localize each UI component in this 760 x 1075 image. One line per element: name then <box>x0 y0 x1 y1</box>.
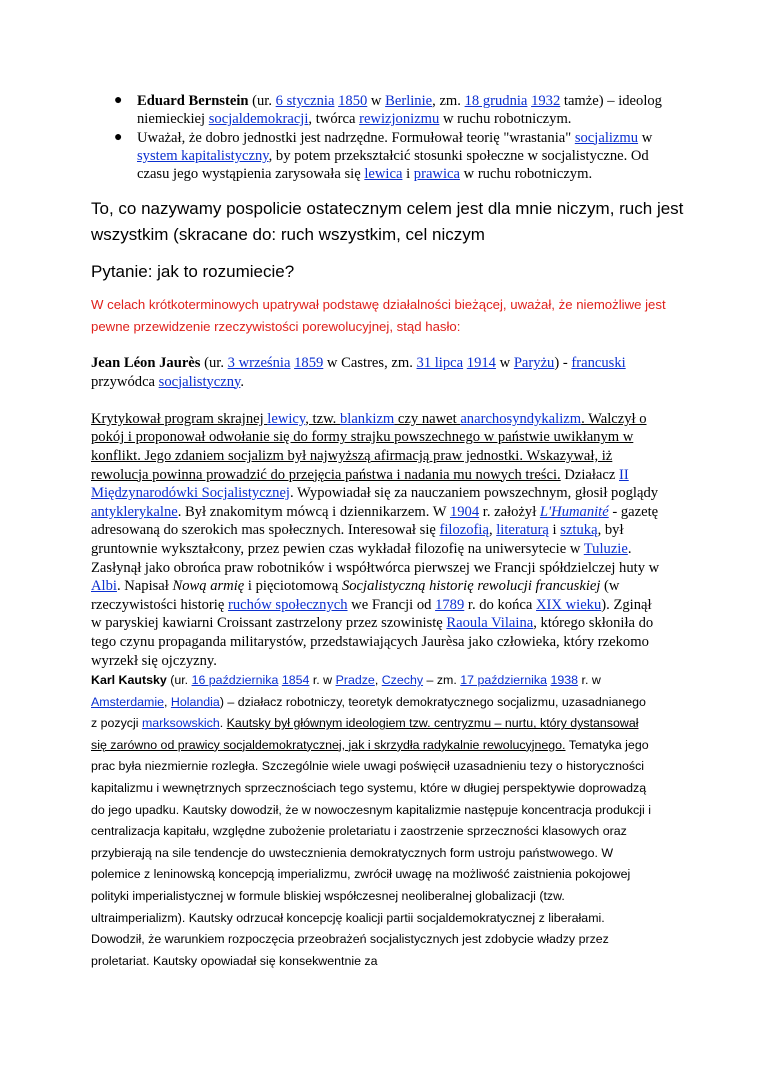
jaures-body-paragraph: Krytykował program skrajnej lewicy, tzw. blankizm czy nawet anarchosyndykalizm. Walczył o pokój i proponował odwołanie się do formy strajku powszechnego w państwie uwikłanym w konflikt. Jego zdaniem socjalizm był najwyższą afirmacją praw jednostki. Wskazywał, iż rewolucja powinna prowadzić do przejęcia państwa i nadania mu nowych treści. Działacz II Międzynarodówki Socjalistycznej. Wypowiadał się za nauczaniem powszechnym, głosił poglądy antyklerykalne. Był znakomitym mówcą i dziennikarzem. W 1904 r. założył L'Humanité - gazetę adresowaną do szerokich mas społecznych. Interesował się filozofią, literaturą i sztuką, był gruntownie wykształcony, przez pewien czas wykładał filozofię na uniwersytecie w Tuluzie. Zasłynął jako obrońca praw robotników i współtwórca pierwszej we Francji spółdzielczej huty w Albi. Napisał Nową armię i pięciotomową Socjalistyczną historię rewolucji francuskiej (w rzeczywistości historię ruchów społecznych we Francji od 1789 r. do końca XIX wieku). Zginął w paryskiej kawiarni Croissant zastrzelony przez szowinistę Raoula Vilaina, którego skłoniła do tego czynu propaganda militarystów, przedstawiających Jaurèsa jako człowieka, który rzekomo wyrzekł się ojczyzny. <box>91 410 660 669</box>
link-ruchy-spoleczne[interactable]: ruchów społecznych <box>227 596 348 613</box>
link-year-1789[interactable]: 1789 <box>435 596 465 613</box>
link-lhumanite[interactable]: L'Humanité <box>539 503 609 520</box>
list-item: ● Eduard Bernstein (ur. 6 stycznia 1850 w Berlinie, zm. 18 grudnia 1932 tamże) – ideolog niemieckiej socjaldemokracji, twórca rewizjonizmu w ruchu robotniczym. <box>114 93 662 128</box>
question-paragraph: Pytanie: jak to rozumiecie? <box>91 262 295 281</box>
link-francuski[interactable]: francuski <box>571 355 626 371</box>
link-socjaldemokracja[interactable]: socjaldemokracji <box>208 111 309 128</box>
jaures-intro-paragraph: Jean Léon Jaurès (ur. 3 września 1859 w Castres, zm. 31 lipca 1914 w Paryżu) - francuski przywódca socjalistyczny. <box>91 355 626 390</box>
person-name: Eduard Bernstein <box>137 93 249 109</box>
link-literatura[interactable]: literaturą <box>496 522 549 539</box>
person-name: Jean Léon Jaurès <box>91 355 201 371</box>
link-albi[interactable]: Albi <box>91 578 117 595</box>
link-death-year[interactable]: 1938 <box>550 673 579 687</box>
link-filozofia[interactable]: filozofią <box>439 522 489 539</box>
quote-paragraph: To, co nazywamy pospolicie ostatecznym celem jest dla mnie niczym, ruch jest wszystkim (skracane do: ruch wszystkim, cel niczym <box>91 199 684 244</box>
link-death-place[interactable]: Paryżu <box>513 355 555 371</box>
bullet-icon: ● <box>114 129 123 145</box>
link-death-date[interactable]: 17 października <box>460 673 548 687</box>
jaures-section <box>91 354 663 670</box>
bernstein-bullet-list <box>108 92 668 183</box>
link-raoul-vilain[interactable]: Raoula Vilaina <box>446 615 534 632</box>
link-rewizjonizm[interactable]: rewizjonizmu <box>359 111 440 128</box>
person-name: Karl Kautsky <box>91 673 167 687</box>
link-lewica[interactable]: lewica <box>364 166 403 183</box>
link-socjalistyczny[interactable]: socjalistyczny <box>158 373 241 390</box>
link-birth-date[interactable]: 6 stycznia <box>275 93 335 109</box>
link-birth-year[interactable]: 1850 <box>338 93 368 109</box>
link-anarchosyndykalizm[interactable]: anarchosyndykalizm <box>460 410 582 427</box>
link-birth-date[interactable]: 16 października <box>191 673 279 687</box>
link-birth-date[interactable]: 3 września <box>227 355 291 371</box>
link-blankizm[interactable]: blankizm <box>339 410 395 427</box>
link-lewicy[interactable]: lewicy <box>267 410 306 427</box>
link-prawica[interactable]: prawica <box>413 166 460 183</box>
link-system-kapitalistyczny[interactable]: system kapitalistyczny <box>137 147 269 164</box>
link-antyklerykalne[interactable]: antyklerykalne <box>91 503 178 520</box>
link-death-year[interactable]: 1914 <box>466 355 496 371</box>
list-item: ● Uważał, że dobro jednostki jest nadrzędne. Formułował teorię "wrastania" socjalizmu w system kapitalistyczny, by potem przekształcić stosunki społeczne w socjalistyczne. Od czasu jego wystąpienia zarysowała się lewica i prawica w ruchu robotniczym. <box>114 129 653 183</box>
link-xix-wiek[interactable]: XIX wieku <box>536 596 602 613</box>
link-amsterdam[interactable]: Amsterdamie <box>91 694 164 709</box>
link-birth-year[interactable]: 1859 <box>294 355 324 371</box>
link-socjalizm[interactable]: socjalizmu <box>574 129 639 146</box>
link-sztuka[interactable]: sztuką <box>560 522 598 539</box>
link-death-date[interactable]: 18 grudnia <box>464 93 528 109</box>
link-praga[interactable]: Pradze <box>335 673 375 687</box>
link-year-1904[interactable]: 1904 <box>449 503 480 520</box>
link-marksowskich[interactable]: marksowskich <box>141 716 220 731</box>
book-title: Nową armię <box>172 578 245 595</box>
link-birth-place[interactable]: Berlinie <box>385 93 433 109</box>
kautsky-section <box>91 670 651 972</box>
link-holandia[interactable]: Holandia <box>170 694 220 709</box>
kautsky-paragraph: Karl Kautsky (ur. 16 października 1854 r. w Pradze, Czechy – zm. 17 października 1938 r. w Amsterdamie, Holandia) – działacz robotniczy, teoretyk demokratycznego socjalizmu, uzasadnianego z pozycji marksowskich. Kautsky był głównym ideologiem tzw. centryzmu – nurtu, który dystansował się zarówno od prawicy socjaldemokratycznej, jak i skrzydła radykalnie rewolucyjnego. Tematyka jego prac była niezmiernie rozległa. Szczególnie wiele uwagi poświęcił uzasadnieniu tezy o historyczności kapitalizmu i wewnętrznych sprzecznościach tego systemu, które w długiej perspektywie doprowadzą do jego upadku. Kautsky dowodził, że w nowoczesnym kapitalizmie następuje koncentracja produkcji i centralizacja kapitału, względne zubożenie proletariatu i zaostrzenie sprzeczności klasowych oraz przybierają na sile tendencje do uwstecznienia demokratycznych form ustroju państwowego. W polemice z leninowską koncepcją imperializmu, zwrócił uwagę na możliwość zaistnienia pokojowej polityki imperialistycznej w formule bliskiej współczesnej neoliberalnej globalizacji (tzw. ultraimperializm). Kautsky odrzucał koncepcję koalicji partii socjaldemokratycznej z liberałami. Dowodził, że warunkiem rozpoczęcia przeobrażeń socjalistycznych jest zdobycie władzy przez proletariat. Kautsky opowiadał się konsekwentnie za <box>91 673 651 968</box>
red-note-paragraph: W celach krótkoterminowych upatrywał podstawę działalności bieżącej, uważał, że niemożliwe jest pewne przewidzenie rzeczywistości porewolucyjnej, stąd hasło: <box>91 297 666 334</box>
link-death-date[interactable]: 31 lipca <box>416 355 464 371</box>
link-birth-year[interactable]: 1854 <box>281 673 310 687</box>
bullet-icon: ● <box>114 93 123 108</box>
link-ii-miedzynarodowka[interactable]: II Międzynarodówki Socjalistycznej <box>91 466 629 502</box>
link-tuluza[interactable]: Tuluzie <box>583 540 628 557</box>
book-title: Socjalistyczną historię rewolucji francuskiej <box>341 578 601 595</box>
link-death-year[interactable]: 1932 <box>531 93 561 109</box>
link-czechy[interactable]: Czechy <box>381 673 424 687</box>
